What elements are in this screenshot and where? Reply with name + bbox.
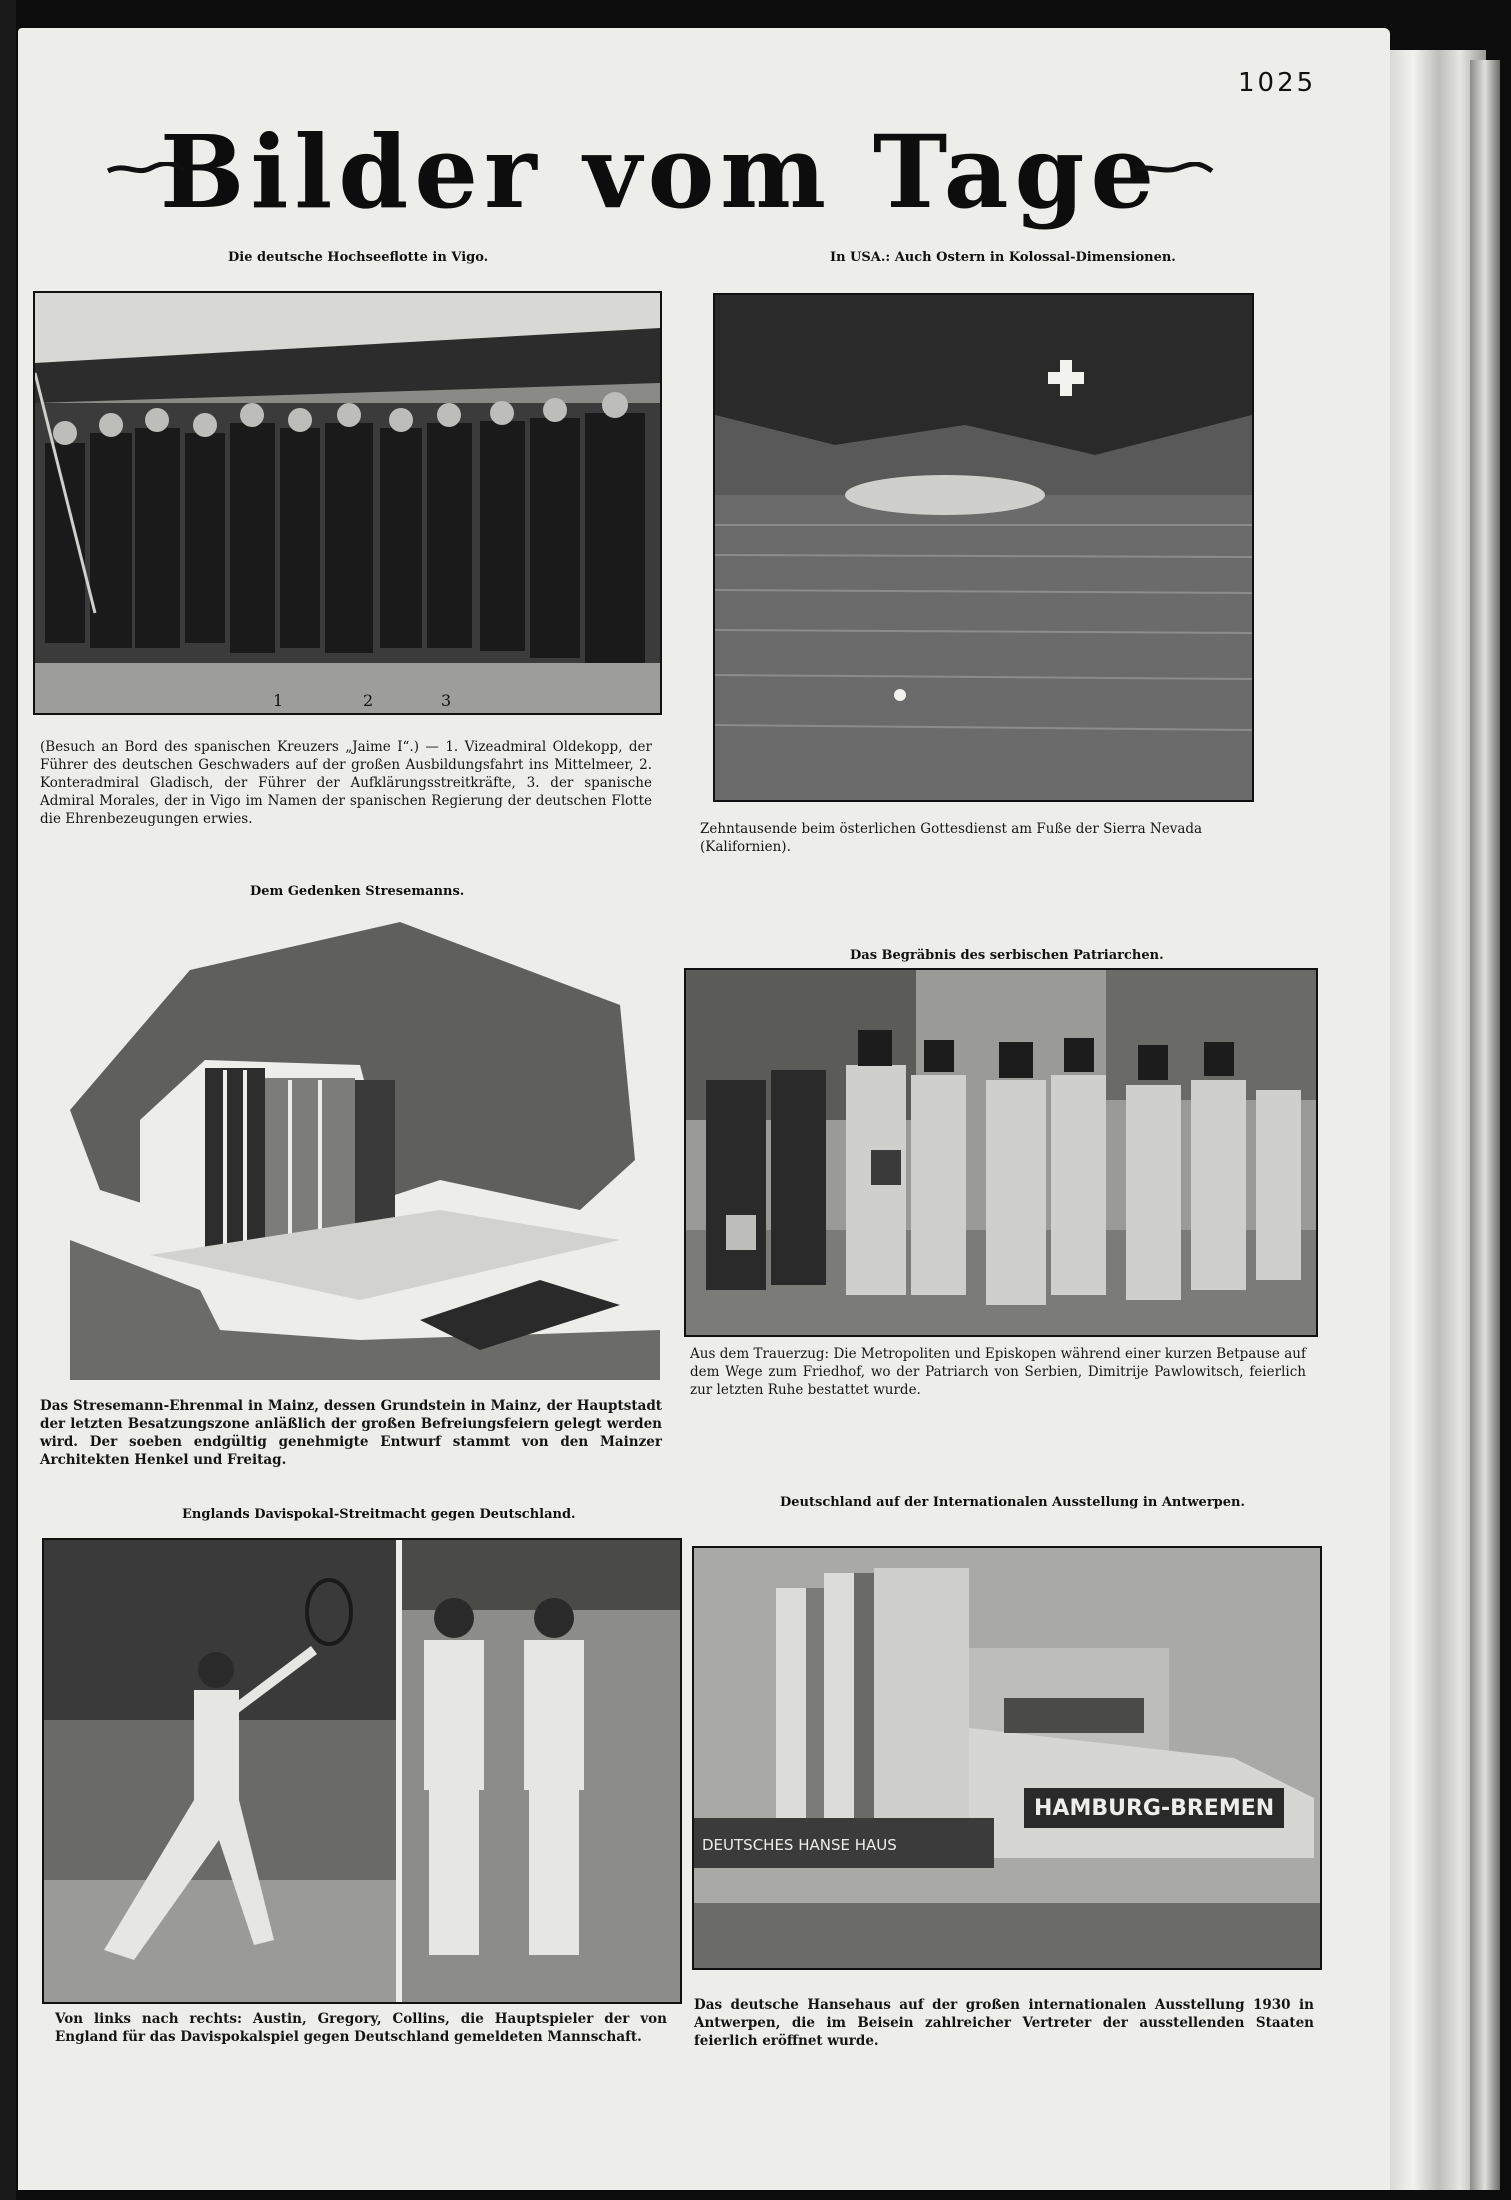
binding-shadow [0, 0, 16, 2200]
page-number: 1025 [1238, 68, 1317, 98]
vigo-number-1: 1 [273, 691, 284, 710]
antwerp-sign-right: HAMBURG-BREMEN [1034, 1796, 1275, 1821]
masthead-title: Bilder vom Tage [159, 113, 1161, 231]
masthead [100, 112, 1220, 232]
swash-right-ornament [1134, 162, 1214, 176]
swash-left-ornament [106, 162, 186, 176]
stresemann-caption: Das Stresemann-Ehrenmal in Mainz, dessen Grundstein in Mainz, der Hauptstadt der letzten Besatzungszone anläßlich der großen Befreiungsfeiern gelegt werden wird. Der soeben endgültig genehmigte Entwurf stammt von den Mainzer Architekten Henkel und Freitag. [40, 1398, 662, 1468]
vigo-photo [33, 291, 662, 715]
patriarch-title: Das Begräbnis des serbischen Patriarchen. [850, 948, 1164, 963]
antwerp-sign-left: DEUTSCHES HANSE HAUS [702, 1836, 897, 1854]
page-stack-edge-outer [1470, 60, 1500, 2190]
antwerp-photo [692, 1546, 1322, 1970]
davis-photo [42, 1538, 682, 2004]
stresemann-title: Dem Gedenken Stresemanns. [250, 884, 465, 899]
vigo-number-2: 2 [363, 691, 374, 710]
usa-caption: Zehntausende beim österlichen Gottesdienst am Fuße der Sierra Nevada (Kalifornien). [700, 821, 1203, 855]
vigo-caption: (Besuch an Bord des spanischen Kreuzers „Jaime I“.) — 1. Vizeadmiral Oldekopp, der Führer des deutschen Geschwaders auf der großen Ausbildungsfahrt ins Mittelmeer, 2. Konteradmiral Gladisch, der Führer der Aufklärungsstreitkräfte, 3. der spanische Admiral Morales, der in Vigo im Namen der spanischen Regierung der deutschen Flotte die Ehrenbezeugungen erwies. [40, 739, 652, 827]
antwerp-title: Deutschland auf der Internationalen Ausstellung in Antwerpen. [780, 1495, 1246, 1510]
patriarch-photo [684, 968, 1318, 1337]
vigo-number-3: 3 [441, 691, 452, 710]
antwerp-caption: Das deutsche Hansehaus auf der großen internationalen Ausstellung 1930 in Antwerpen, die im Beisein zahlreicher Vertreter der ausstellenden Staaten feierlich eröffnet wurde. [694, 1997, 1314, 2049]
vigo-title: Die deutsche Hochseeflotte in Vigo. [228, 250, 489, 265]
usa-photo [713, 293, 1254, 802]
stresemann-drawing [60, 910, 660, 1380]
davis-caption: Von links nach rechts: Austin, Gregory, Collins, die Hauptspieler der von England für das Davispokalspiel gegen Deutschland gemeldeten Mannschaft. [55, 2011, 667, 2045]
davis-title: Englands Davispokal-Streitmacht gegen Deutschland. [182, 1507, 576, 1522]
usa-title: In USA.: Auch Ostern in Kolossal-Dimensionen. [830, 250, 1176, 265]
patriarch-caption: Aus dem Trauerzug: Die Metropoliten und Episkopen während einer kurzen Betpause auf dem Wege zum Friedhof, wo der Patriarch von Serbien, Dimitrije Pawlowitsch, feierlich zur letzten Ruhe bestattet wurde. [690, 1346, 1306, 1398]
